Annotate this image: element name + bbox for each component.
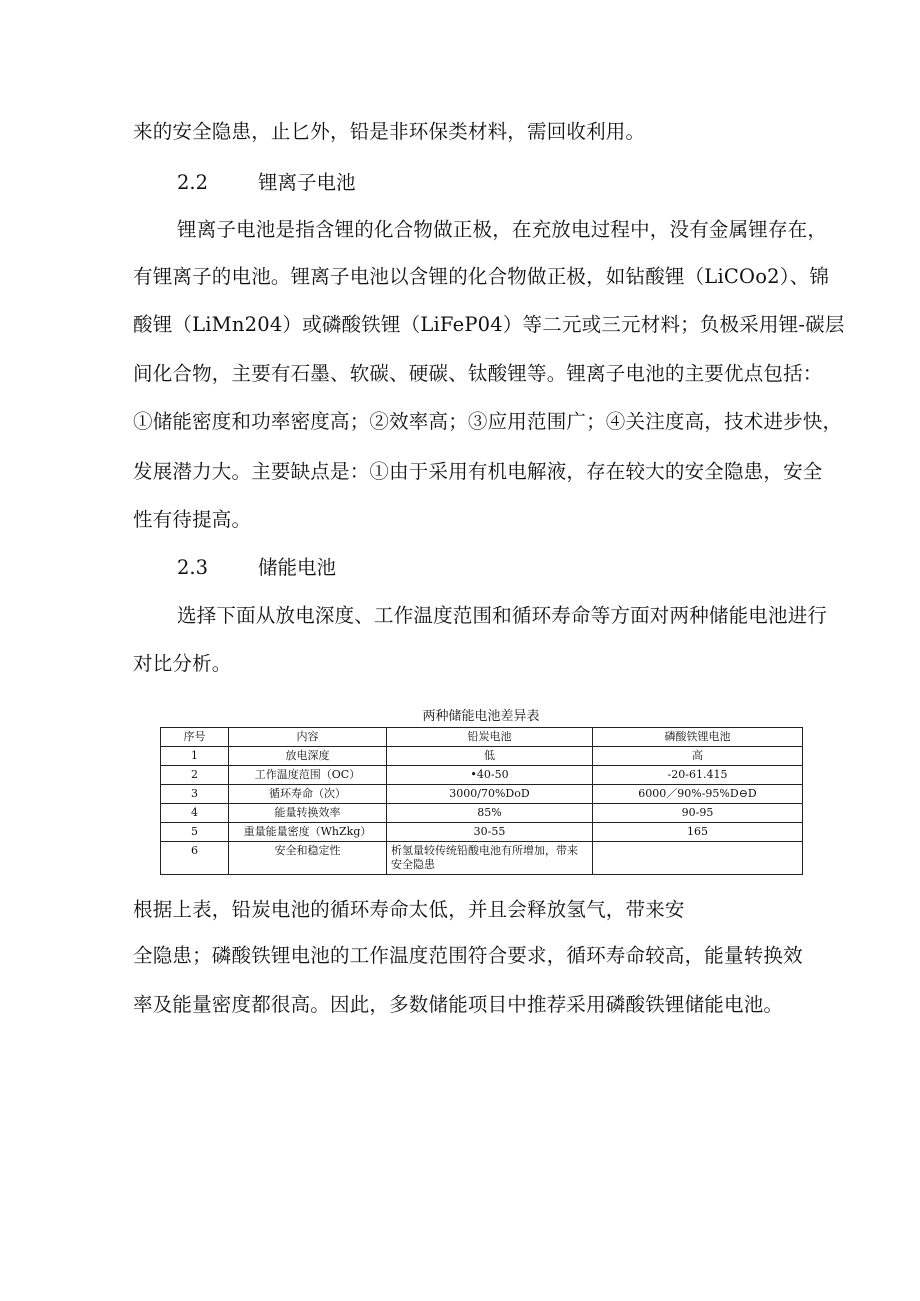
- header-cell: 内容: [229, 728, 387, 747]
- section-number: 2.3: [177, 556, 209, 579]
- section-title: 锂离子电池: [258, 171, 356, 194]
- table-header-row: [161, 728, 803, 747]
- section-number: 2.2: [177, 171, 209, 194]
- table-cell: 2: [161, 766, 229, 785]
- paragraph-line: 率及能量密度都很高。因此，多数储能项目中推荐采用磷酸铁锂储能电池。: [133, 993, 784, 1016]
- paragraph-line: 有锂离子的电池。锂离子电池以含锂的化合物做正极，如钻酸锂（LiCOo2）、锦: [133, 265, 830, 288]
- table-cell: -20-61.415: [593, 766, 803, 785]
- paragraph-line: 酸锂（LiMn204）或磷酸铁锂（LiFeP04）等二元或三元材料；负极采用锂-碳层: [133, 313, 845, 336]
- table-cell: 4: [161, 804, 229, 823]
- table-cell: [593, 842, 803, 875]
- table-row: [161, 766, 803, 785]
- table-cell: 重量能量密度（WhZkg）: [229, 823, 387, 842]
- section-title: 储能电池: [258, 556, 337, 579]
- paragraph-line: 全隐患；磷酸铁锂电池的工作温度范围符合要求，循环寿命较高，能量转换效: [133, 944, 803, 967]
- paragraph-line: 选择下面从放电深度、工作温度范围和循环寿命等方面对两种储能电池进行: [177, 604, 828, 627]
- table-row: [161, 823, 803, 842]
- comparison-table: [160, 727, 803, 875]
- table-cell: 5: [161, 823, 229, 842]
- paragraph-line: 锂离子电池是指含锂的化合物做正极，在充放电过程中，没有金属锂存在，: [177, 218, 828, 241]
- table-cell: 高: [593, 747, 803, 766]
- table-cell: 1: [161, 747, 229, 766]
- paragraph-line: 发展潜力大。主要缺点是：①由于采用有机电解液，存在较大的安全隐患，安全: [133, 460, 823, 483]
- paragraph-line: 对比分析。: [133, 652, 232, 675]
- paragraph-line: 性有待提高。: [133, 508, 252, 531]
- table-cell: 85%: [387, 804, 593, 823]
- table-cell: 30-55: [387, 823, 593, 842]
- table-cell: 3: [161, 785, 229, 804]
- table-cell: 6: [161, 842, 229, 875]
- table-cell: 放电深度: [229, 747, 387, 766]
- table-cell: •40-50: [387, 766, 593, 785]
- table-cell: 3000/70%DoD: [387, 785, 593, 804]
- table-cell: 工作温度范围（OC）: [229, 766, 387, 785]
- paragraph-line: 根据上表，铅炭电池的循环寿命太低，并且会释放氢气，带来安: [133, 898, 685, 921]
- paragraph-line: ①储能密度和功率密度高；②效率高；③应用范围广；④关注度高，技术进步快，: [133, 410, 843, 433]
- header-cell: 磷酸铁锂电池: [593, 728, 803, 747]
- table-cell: 165: [593, 823, 803, 842]
- table-row: [161, 747, 803, 766]
- table-caption: 两种储能电池差异表: [422, 709, 540, 724]
- table-row: [161, 842, 803, 875]
- table-cell: 能量转换效率: [229, 804, 387, 823]
- table-cell: 6000／90%-95%D⊖D: [593, 785, 803, 804]
- table-row: [161, 785, 803, 804]
- table-cell: 析氢量较传统铅酸电池有所增加，带来安全隐患: [387, 842, 593, 875]
- header-cell: 序号: [161, 728, 229, 747]
- table-cell: 安全和稳定性: [229, 842, 387, 875]
- table-cell: 循环寿命（次）: [229, 785, 387, 804]
- table-cell: 低: [387, 747, 593, 766]
- paragraph-line: 间化合物，主要有石墨、软碳、硬碳、钛酸锂等。锂离子电池的主要优点包括：: [133, 362, 823, 385]
- header-cell: 铅炭电池: [387, 728, 593, 747]
- table-row: [161, 804, 803, 823]
- table-cell: 90-95: [593, 804, 803, 823]
- paragraph-line: 来的安全隐患，止匕外，铅是非环保类材料，需回收利用。: [133, 120, 646, 143]
